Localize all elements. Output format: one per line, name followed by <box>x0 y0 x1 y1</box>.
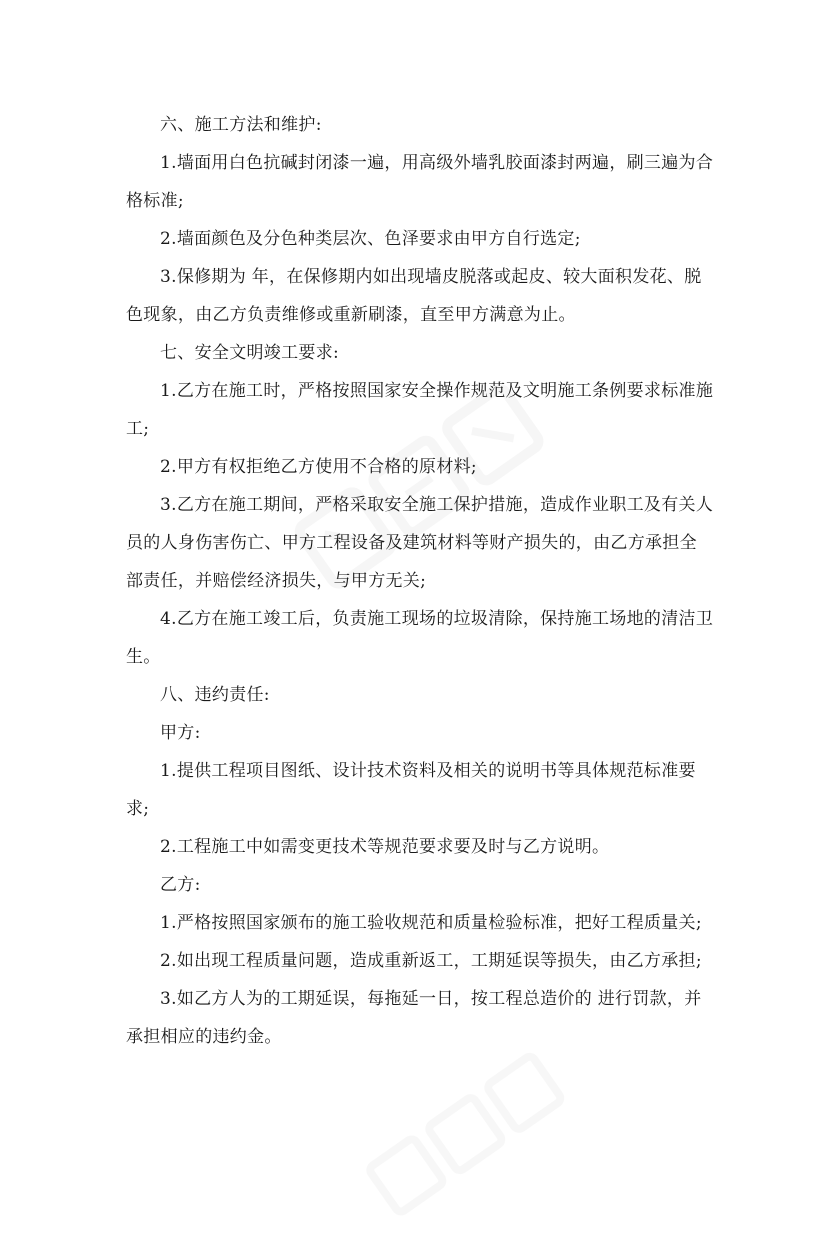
section-heading-seven: 七、安全文明竣工要求: <box>160 343 340 363</box>
section-heading-eight: 八、违约责任: <box>160 685 270 705</box>
paragraph: 2.工程施工中如需变更技术等规范要求要及时与乙方说明。 <box>160 837 610 857</box>
paragraph: 2.墙面颜色及分色种类层次、色泽要求由甲方自行选定; <box>160 229 581 249</box>
paragraph: 3.乙方在施工期间，严格采取安全施工保护措施，造成作业职工及有关人员的人身伤害伤亡、甲方工程设备及建筑材料等财产损失的，由乙方承担全部责任，并赔偿经济损失，与甲方无关; <box>126 495 714 591</box>
paragraph: 1.墙面用白色抗碱封闭漆一遍，用高级外墙乳胶面漆封两遍，刷三遍为合格标准; <box>126 153 714 211</box>
paragraph: 1.严格按照国家颁布的施工验收规范和质量检验标准，把好工程质量关; <box>160 913 702 933</box>
paragraph: 2.甲方有权拒绝乙方使用不合格的原材料; <box>160 457 477 477</box>
paragraph: 1.乙方在施工时，严格按照国家安全操作规范及文明施工条例要求标准施工; <box>126 381 714 439</box>
section-heading-six: 六、施工方法和维护: <box>160 115 322 135</box>
document-body <box>126 106 714 1056</box>
party-b-label: 乙方: <box>160 875 201 895</box>
paragraph: 3.保修期为 年，在保修期内如出现墙皮脱落或起皮、较大面积发花、脱色现象，由乙方负责维修或重新刷漆，直至甲方满意为止。 <box>126 267 702 325</box>
paragraph: 4.乙方在施工竣工后，负责施工现场的垃圾清除，保持施工场地的清洁卫生。 <box>126 609 714 667</box>
paragraph: 2.如出现工程质量问题，造成重新返工，工期延误等损失，由乙方承担; <box>160 951 702 971</box>
paragraph: 1.提供工程项目图纸、设计技术资料及相关的说明书等具体规范标准要求; <box>126 761 696 819</box>
paragraph: 3.如乙方人为的工期延误，每拖延一日，按工程总造价的 进行罚款，并承担相应的违约金。 <box>126 989 702 1047</box>
watermark-logo-bottom <box>351 1036 589 1244</box>
party-a-label: 甲方: <box>160 723 201 743</box>
